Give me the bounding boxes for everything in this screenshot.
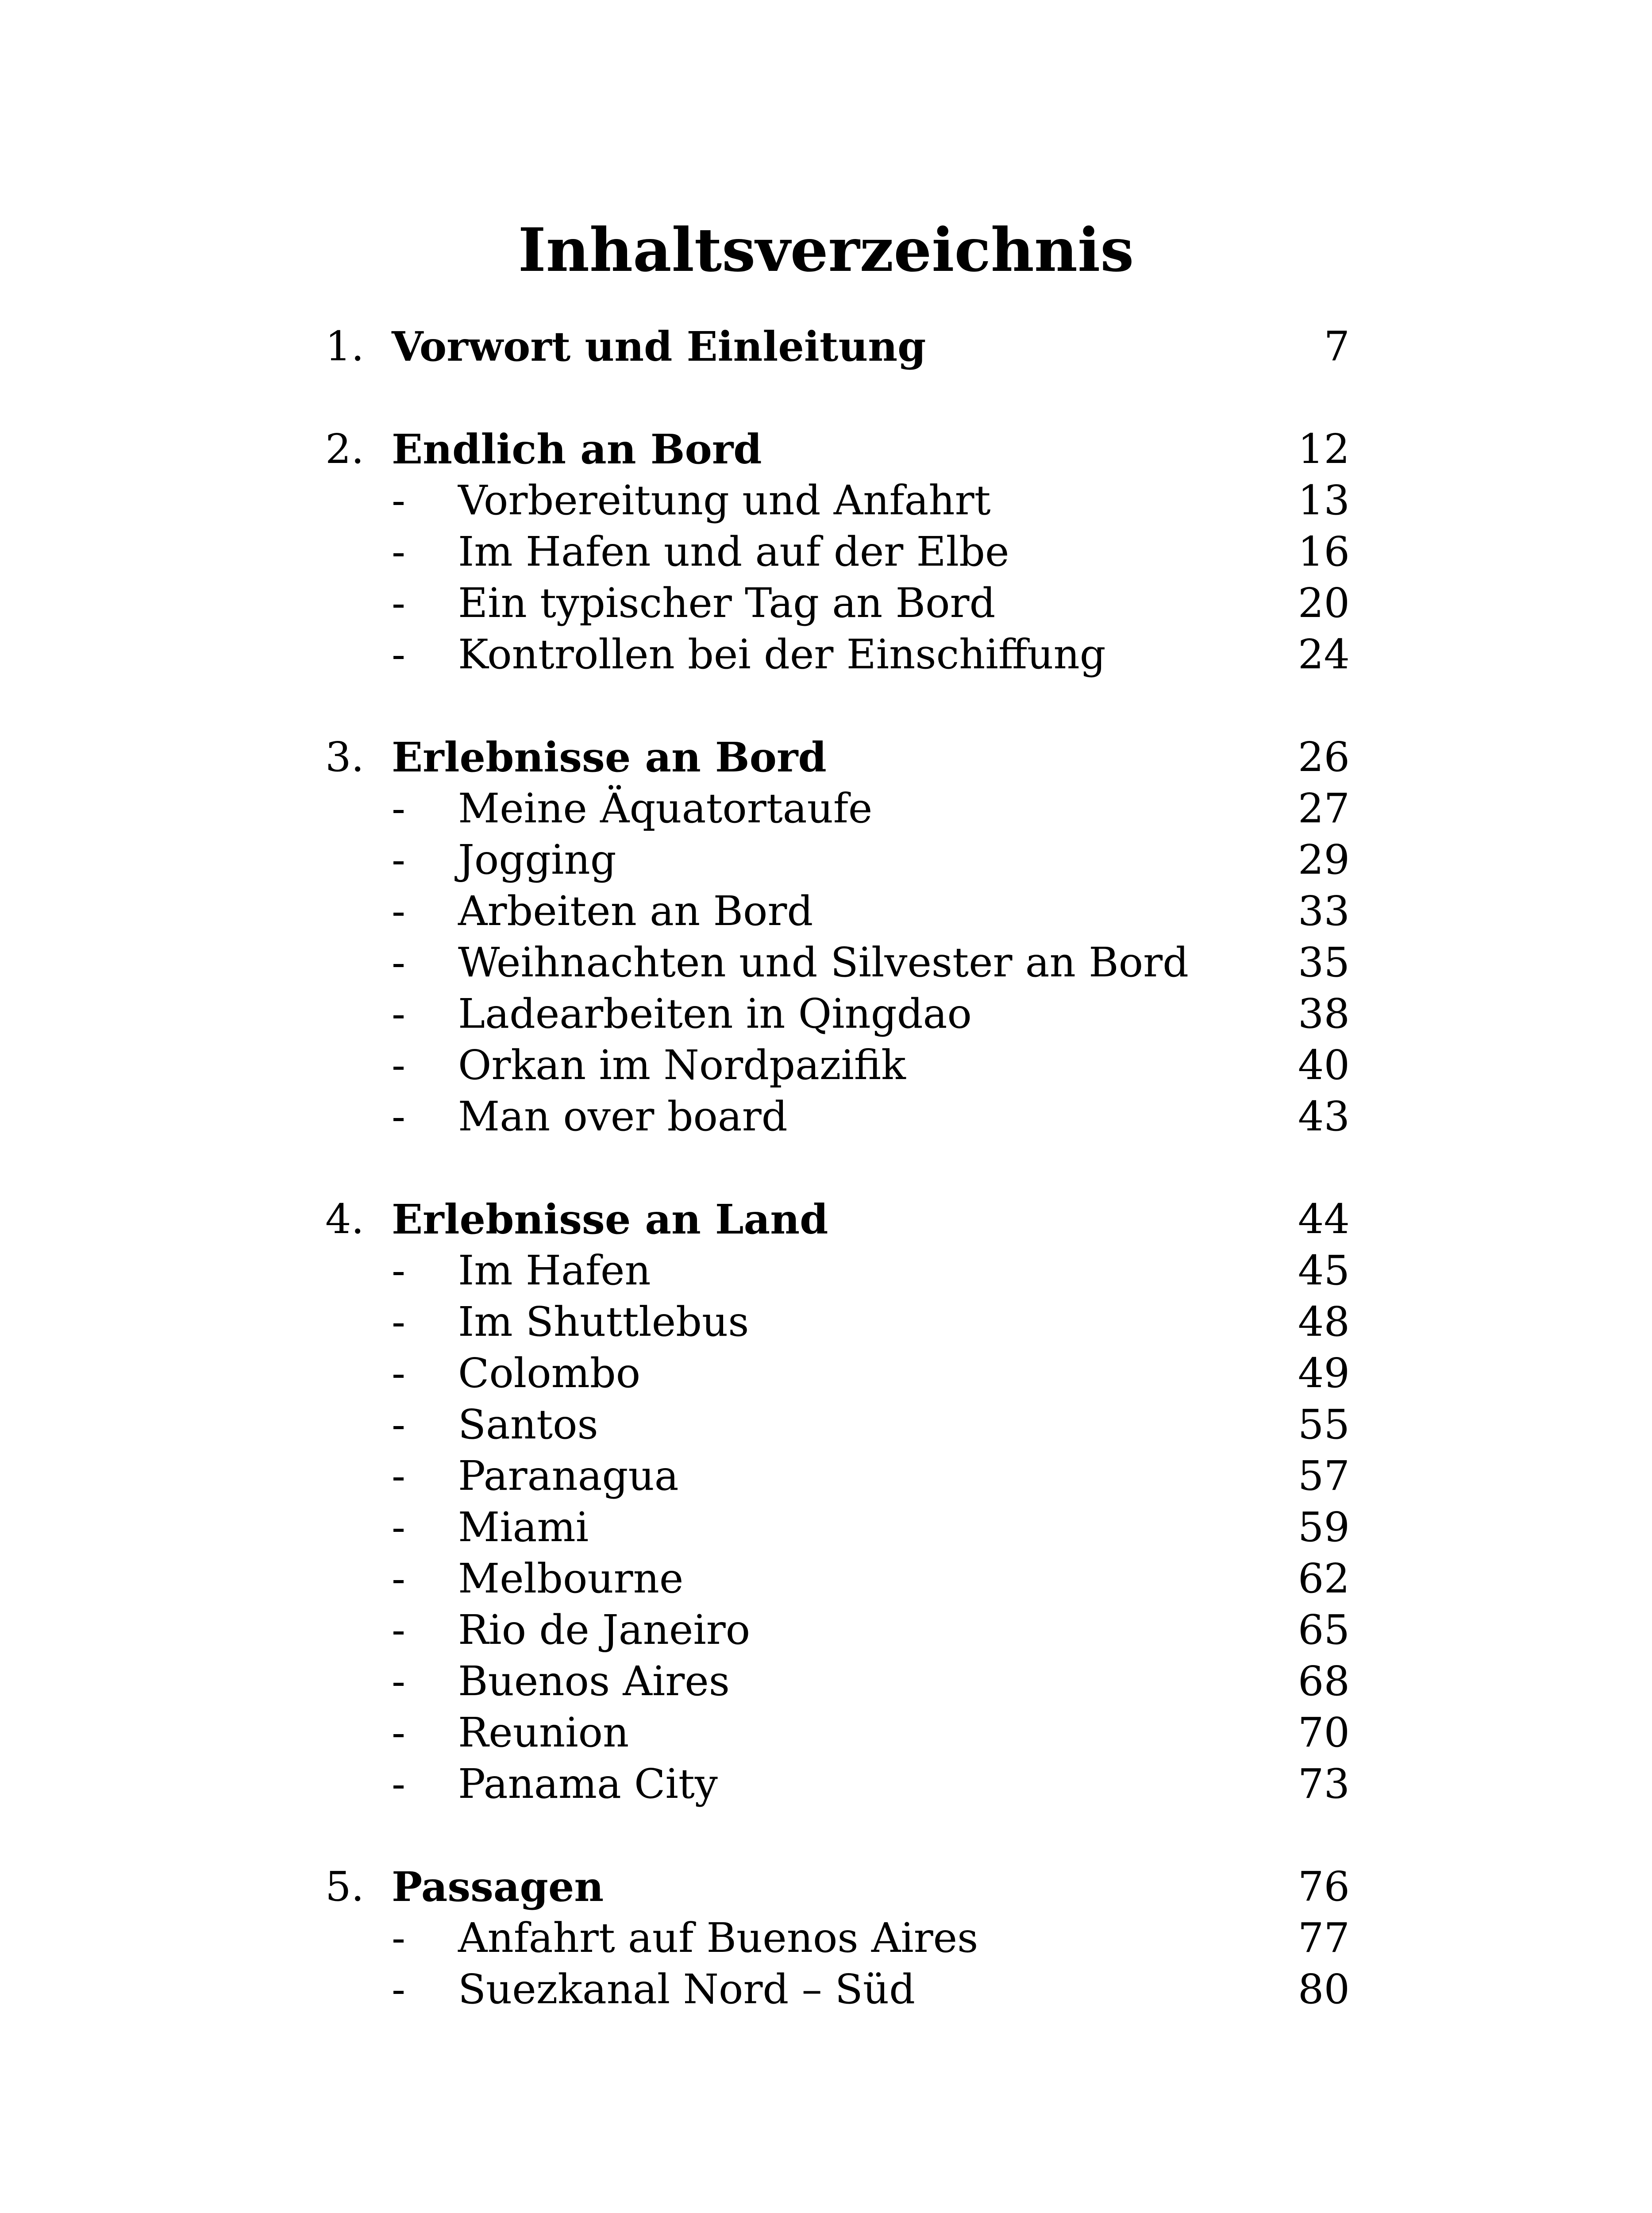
entry-page-number: 49 (1298, 1349, 1350, 1397)
entry-page-number: 16 (1298, 528, 1350, 575)
toc-entry-row (325, 1964, 1350, 2015)
entry-dash: - (392, 477, 406, 524)
entry-page-number: 48 (1298, 1298, 1350, 1346)
entry-page-number: 27 (1298, 785, 1350, 832)
entry-dash: - (392, 1914, 406, 1962)
toc-entry-row (325, 886, 1350, 937)
entry-dash: - (392, 1709, 406, 1756)
chapter-number: 3. (325, 733, 364, 781)
entry-page-number: 55 (1298, 1401, 1350, 1448)
entry-page-number: 59 (1298, 1504, 1350, 1551)
chapter-number: 2. (325, 425, 364, 473)
entry-dash: - (392, 1247, 406, 1294)
entry-page-number: 45 (1298, 1247, 1350, 1294)
entry-title: Miami (458, 1504, 589, 1551)
entry-page-number: 65 (1298, 1606, 1350, 1654)
entry-title: Orkan im Nordpazifik (458, 1041, 906, 1089)
entry-dash: - (392, 1401, 406, 1448)
entry-page-number: 20 (1298, 579, 1350, 627)
entry-title: Vorbereitung und Anfahrt (458, 477, 991, 524)
toc-entry-row (325, 1553, 1350, 1604)
entry-title: Ladearbeiten in Qingdao (458, 990, 972, 1037)
entry-page-number: 77 (1298, 1914, 1350, 1962)
chapter-number: 4. (325, 1195, 364, 1243)
entry-page-number: 73 (1298, 1760, 1350, 1808)
toc-entry-row (325, 1707, 1350, 1758)
entry-title: Melbourne (458, 1555, 684, 1602)
chapter-page-number: 44 (1298, 1195, 1350, 1243)
entry-page-number: 68 (1298, 1658, 1350, 1705)
toc-entry-row (325, 1040, 1350, 1091)
entry-dash: - (392, 1606, 406, 1654)
toc-chapter-row (325, 424, 1350, 475)
toc-entry-row (325, 1656, 1350, 1707)
entry-page-number: 29 (1298, 836, 1350, 883)
entry-dash: - (392, 631, 406, 678)
toc-entry-row (325, 988, 1350, 1040)
toc-entry-row (325, 783, 1350, 834)
entry-page-number: 57 (1298, 1452, 1350, 1500)
chapter-number: 5. (325, 1863, 364, 1910)
entry-dash: - (392, 887, 406, 935)
toc-entry-row (325, 834, 1350, 886)
entry-dash: - (392, 1966, 406, 2013)
chapter-page-number: 7 (1324, 323, 1350, 370)
toc-entry-row (325, 1604, 1350, 1656)
toc-chapter-row (325, 1194, 1350, 1245)
entry-title: Meine Äquatortaufe (458, 785, 873, 832)
toc-entry-row (325, 1502, 1350, 1553)
entry-dash: - (392, 1555, 406, 1602)
entry-page-number: 80 (1298, 1966, 1350, 2013)
entry-page-number: 62 (1298, 1555, 1350, 1602)
chapter-page-number: 26 (1298, 733, 1350, 781)
toc-entry-row (325, 1348, 1350, 1399)
entry-title: Anfahrt auf Buenos Aires (458, 1914, 978, 1962)
entry-title: Rio de Janeiro (458, 1606, 751, 1654)
entry-title: Colombo (458, 1349, 641, 1397)
entry-page-number: 43 (1298, 1093, 1350, 1140)
entry-page-number: 33 (1298, 887, 1350, 935)
entry-dash: - (392, 528, 406, 575)
toc-chapter-row (325, 1861, 1350, 1912)
entry-dash: - (392, 990, 406, 1037)
chapter-title: Erlebnisse an Bord (392, 733, 827, 781)
entry-dash: - (392, 1658, 406, 1705)
entry-dash: - (392, 1041, 406, 1089)
toc-entry-row (325, 1245, 1350, 1296)
chapter-title: Passagen (392, 1863, 604, 1911)
chapter-title: Endlich an Bord (392, 425, 762, 473)
page-title: Inhaltsverzeichnis (518, 215, 1134, 285)
entry-page-number: 38 (1298, 990, 1350, 1037)
chapter-title: Erlebnisse an Land (392, 1195, 828, 1243)
entry-title: Buenos Aires (458, 1658, 730, 1705)
toc-entry-row (325, 1399, 1350, 1450)
entry-page-number: 24 (1298, 631, 1350, 678)
entry-dash: - (392, 836, 406, 883)
entry-page-number: 35 (1298, 939, 1350, 986)
entry-title: Panama City (458, 1760, 718, 1808)
entry-title: Man over board (458, 1093, 788, 1140)
entry-title: Im Hafen (458, 1247, 651, 1294)
entry-dash: - (392, 1504, 406, 1551)
table-of-contents (325, 321, 1350, 2015)
entry-dash: - (392, 1349, 406, 1397)
entry-dash: - (392, 785, 406, 832)
entry-title: Im Shuttlebus (458, 1298, 749, 1346)
entry-dash: - (392, 1760, 406, 1808)
toc-entry-row (325, 578, 1350, 629)
toc-entry-row (325, 937, 1350, 988)
entry-title: Paranagua (458, 1452, 679, 1500)
entry-title: Im Hafen und auf der Elbe (458, 528, 1009, 575)
toc-entry-row (325, 1450, 1350, 1502)
entry-dash: - (392, 1298, 406, 1346)
toc-entry-row (325, 475, 1350, 526)
entry-page-number: 13 (1298, 477, 1350, 524)
chapter-title: Vorwort und Einleitung (392, 323, 926, 370)
toc-entry-row (325, 526, 1350, 578)
entry-dash: - (392, 939, 406, 986)
chapter-number: 1. (325, 323, 364, 370)
entry-title: Jogging (458, 836, 616, 883)
entry-page-number: 40 (1298, 1041, 1350, 1089)
toc-chapter-row (325, 321, 1350, 372)
toc-chapter-row (325, 732, 1350, 783)
toc-entry-row (325, 1091, 1350, 1142)
entry-title: Weihnachten und Silvester an Bord (458, 939, 1189, 986)
entry-dash: - (392, 1452, 406, 1500)
entry-title: Santos (458, 1401, 598, 1448)
toc-entry-row (325, 1296, 1350, 1348)
entry-dash: - (392, 579, 406, 627)
toc-entry-row (325, 629, 1350, 680)
entry-title: Kontrollen bei der Einschiffung (458, 631, 1106, 678)
entry-title: Suezkanal Nord – Süd (458, 1966, 915, 2013)
chapter-page-number: 12 (1298, 425, 1350, 473)
entry-title: Reunion (458, 1709, 629, 1756)
toc-entry-row (325, 1912, 1350, 1964)
toc-entry-row (325, 1758, 1350, 1810)
entry-page-number: 70 (1298, 1709, 1350, 1756)
chapter-page-number: 76 (1298, 1863, 1350, 1910)
entry-title: Ein typischer Tag an Bord (458, 579, 996, 627)
entry-dash: - (392, 1093, 406, 1140)
entry-title: Arbeiten an Bord (458, 887, 813, 935)
